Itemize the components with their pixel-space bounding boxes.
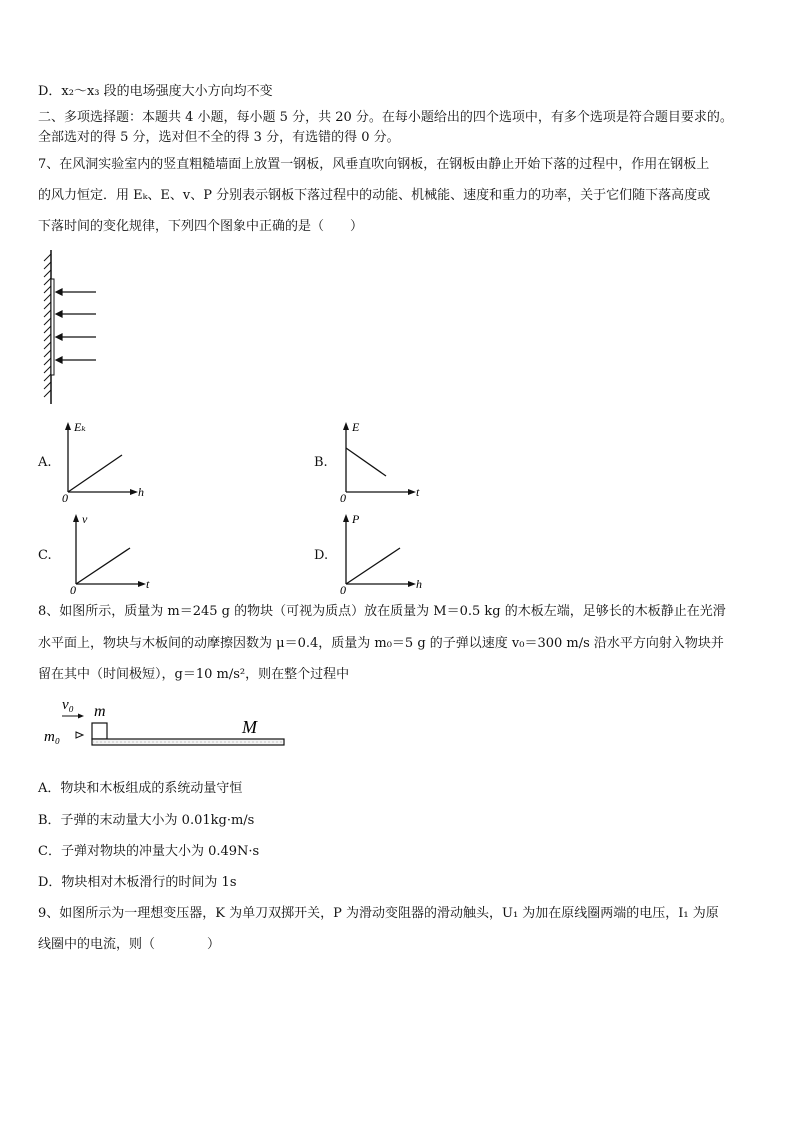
q7-stem-2: 的风力恒定．用 Eₖ、E、v、P 分别表示钢板下落过程中的动能、机械能、速度和重力的功率，关于它们随下落高度或 [38,188,711,203]
option-d-letter: D. [314,548,329,563]
q8-option-c: C．子弹对物块的冲量大小为 0.49N·s [38,844,260,859]
graph-a-origin: 0 [62,491,68,504]
option-a-letter: A. [38,455,52,470]
bullet-block-board-figure [40,695,300,755]
section2-heading: 二、多项选择题：本题共 4 小题，每小题 5 分，共 20 分。在每小题给出的四个选项中，有多个选项是符合题目要求的。 [38,110,733,125]
q8-stem-3: 留在其中（时间极短），g＝10 m/s²，则在整个过程中 [38,667,350,682]
graph-c-ylabel: v [82,512,88,526]
fig8-v0-label: v₀ [62,697,74,713]
fig8-m-label: m [94,703,106,720]
wind-tunnel-figure [38,246,108,406]
graph-b-ylabel: E [352,420,360,434]
graph-d-xlabel: h [416,577,422,591]
fig8-m0-label: m₀ [44,729,61,745]
graph-c [68,510,158,596]
option-c-letter: C. [38,548,52,563]
graph-b-xlabel: t [416,485,420,499]
graph-a [60,418,150,504]
q8-stem-1: 8、如图所示，质量为 m＝245 g 的物块（可视为质点）放在质量为 M＝0.5 kg 的木板左端，足够长的木板静止在光滑 [38,604,726,619]
graph-d-origin: 0 [340,583,346,596]
graph-b-origin: 0 [340,491,346,504]
section2-heading-cont: 全部选对的得 5 分，选对但不全的得 3 分，有选错的得 0 分。 [38,130,400,145]
graph-c-origin: 0 [70,583,76,596]
graph-a-xlabel: h [138,485,144,499]
q7-stem-3: 下落时间的变化规律，下列四个图象中正确的是（ ） [38,219,364,234]
q9-stem-2: 线圈中的电流，则（ ） [38,937,221,952]
q8-stem-2: 水平面上，物块与木板间的动摩擦因数为 μ＝0.4，质量为 m₀＝5 g 的子弹以速度 v₀＝300 m/s 沿水平方向射入物块并 [38,636,724,651]
graph-d-ylabel: P [352,512,360,526]
fig8-M-label: M [242,717,257,737]
graph-a-ylabel: Eₖ [74,420,86,434]
q8-option-b: B．子弹的末动量大小为 0.01kg·m/s [38,813,255,828]
q9-stem-1: 9、如图所示为一理想变压器，K 为单刀双掷开关，P 为滑动变阻器的滑动触头，U₁ 为加在原线圈两端的电压，I₁ 为原 [38,906,719,921]
graph-c-xlabel: t [146,577,150,591]
q8-option-d: D．物块相对木板滑行的时间为 1s [38,875,237,890]
q8-option-a: A．物块和木板组成的系统动量守恒 [38,781,243,796]
graph-d [338,510,428,596]
q6-option-d: D．x₂～x₃ 段的电场强度大小方向均不变 [38,84,273,99]
q7-stem-1: 7、在风洞实验室内的竖直粗糙墙面上放置一钢板，风垂直吹向钢板，在钢板由静止开始下落的过程中，作用在钢板上 [38,157,710,172]
graph-b [338,418,428,504]
option-b-letter: B. [314,455,328,470]
